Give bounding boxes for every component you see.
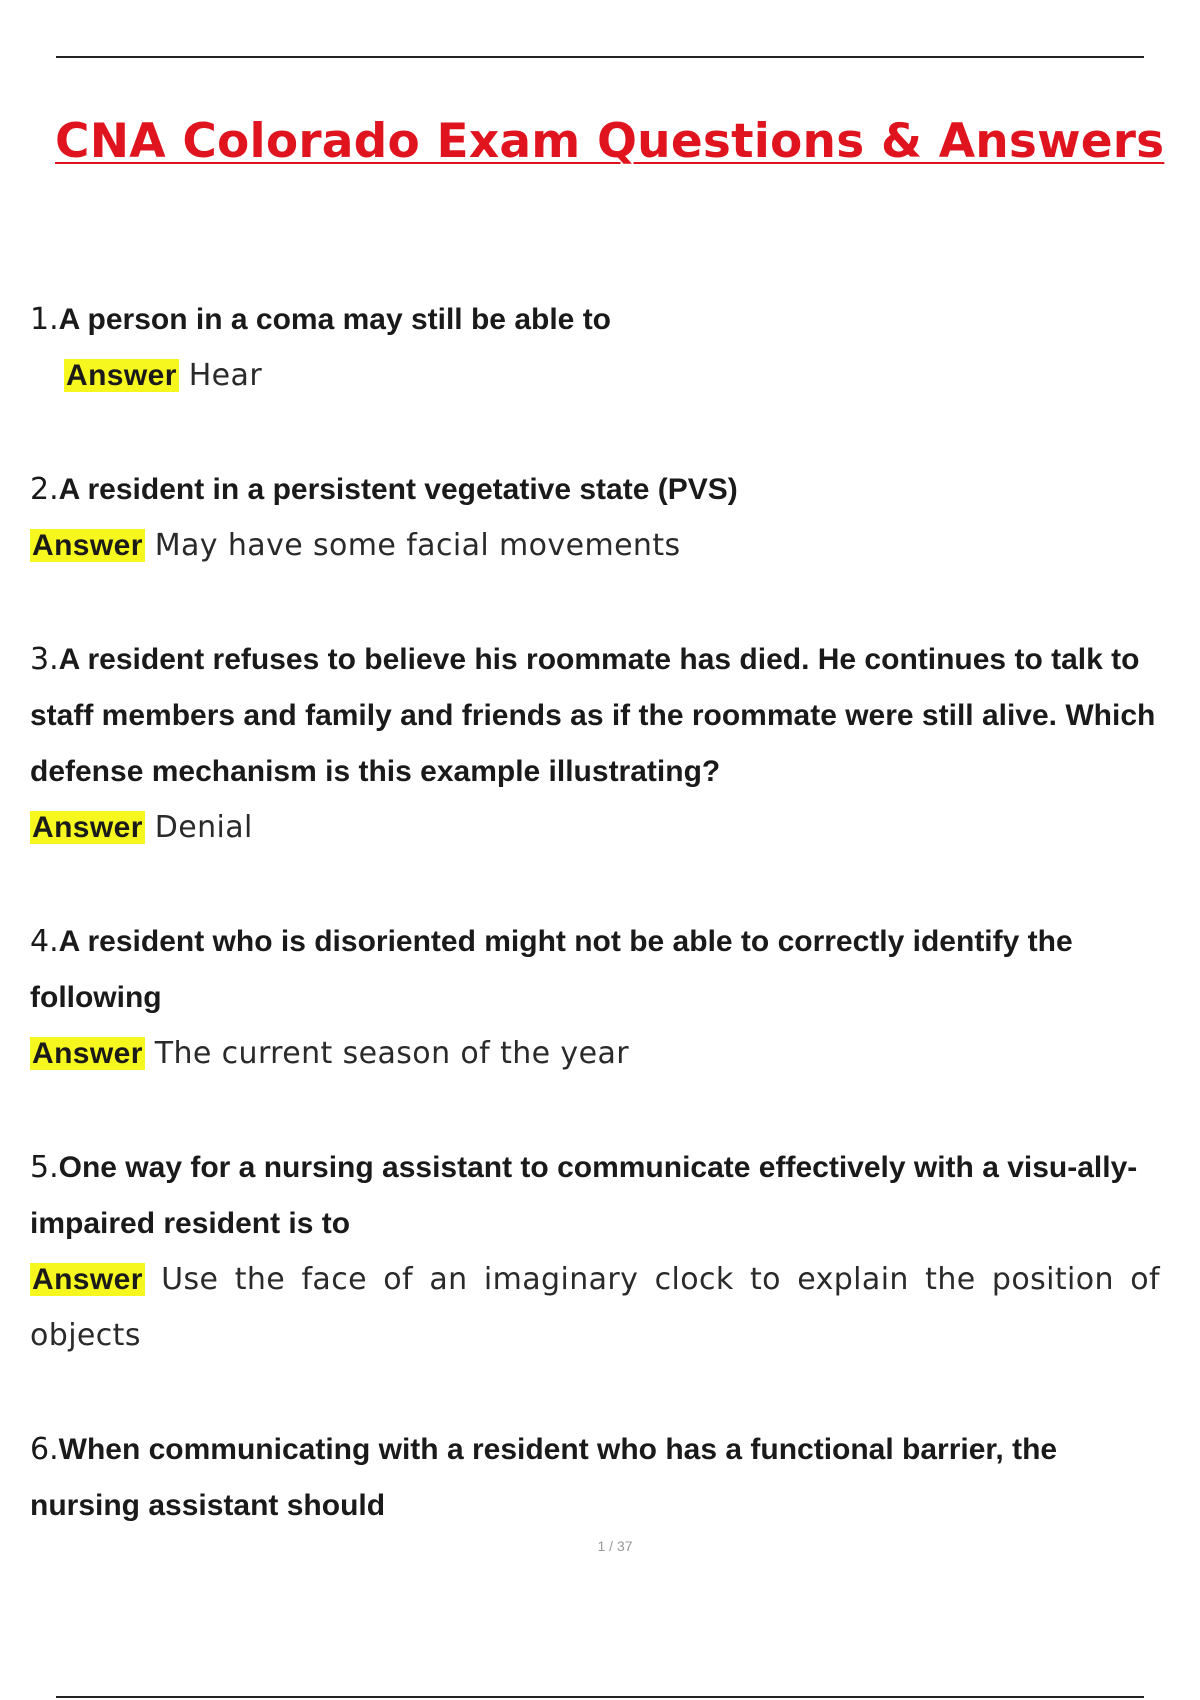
top-rule xyxy=(56,56,1144,58)
question-item xyxy=(30,292,1160,404)
question-number: 4. xyxy=(30,924,59,959)
question-number: 2. xyxy=(30,472,59,507)
answer-label: Answer xyxy=(32,529,143,562)
question-body: One way for a nursing assistant to communicate effectively with a visu-ally-impaired resident is to xyxy=(30,1151,1138,1240)
question-list xyxy=(30,292,1160,1592)
question-body: A resident in a persistent vegetative state (PVS) xyxy=(58,473,738,506)
answer-line xyxy=(30,1252,1160,1364)
answer-label: Answer xyxy=(32,1263,143,1296)
question-body: A resident refuses to believe his roommate has died. He continues to talk to staff members and family and friends as if the roommate were still alive. Which defense mechanism is this example illustrating? xyxy=(30,643,1156,788)
question-text xyxy=(30,1140,1160,1252)
answer-line xyxy=(30,800,1160,856)
answer-text: Hear xyxy=(188,358,263,393)
bottom-rule xyxy=(56,1696,1144,1698)
question-text xyxy=(30,292,1160,348)
answer-line xyxy=(30,348,1160,404)
answer-text: Use the face of an imaginary clock to explain the position of objects xyxy=(30,1262,1161,1353)
question-number: 6. xyxy=(30,1432,59,1467)
question-body: When communicating with a resident who has a functional barrier, the nursing assistant should xyxy=(30,1433,1058,1522)
question-body: A person in a coma may still be able to xyxy=(58,303,612,336)
answer-text: May have some facial movements xyxy=(154,528,681,563)
question-text xyxy=(30,462,1160,518)
question-item xyxy=(30,914,1160,1082)
answer-line xyxy=(30,518,1160,574)
question-body: A resident who is disoriented might not be able to correctly identify the following xyxy=(30,925,1073,1014)
answer-line xyxy=(30,1026,1160,1082)
question-item xyxy=(30,1422,1160,1534)
answer-label: Answer xyxy=(32,811,143,844)
question-number: 5. xyxy=(30,1150,59,1185)
question-number: 1. xyxy=(30,302,59,337)
question-text xyxy=(30,632,1160,800)
answer-label: Answer xyxy=(32,1037,143,1070)
page-indicator: 1 / 37 xyxy=(597,1538,633,1554)
question-item xyxy=(30,632,1160,856)
answer-text: Denial xyxy=(154,810,253,845)
answer-text: The current season of the year xyxy=(154,1036,629,1071)
question-text xyxy=(30,1422,1160,1534)
question-item xyxy=(30,1140,1160,1364)
question-item xyxy=(30,462,1160,574)
answer-label: Answer xyxy=(66,359,177,392)
document-title: CNA Colorado Exam Questions & Answers xyxy=(55,114,1165,169)
question-text xyxy=(30,914,1160,1026)
question-number: 3. xyxy=(30,642,59,677)
